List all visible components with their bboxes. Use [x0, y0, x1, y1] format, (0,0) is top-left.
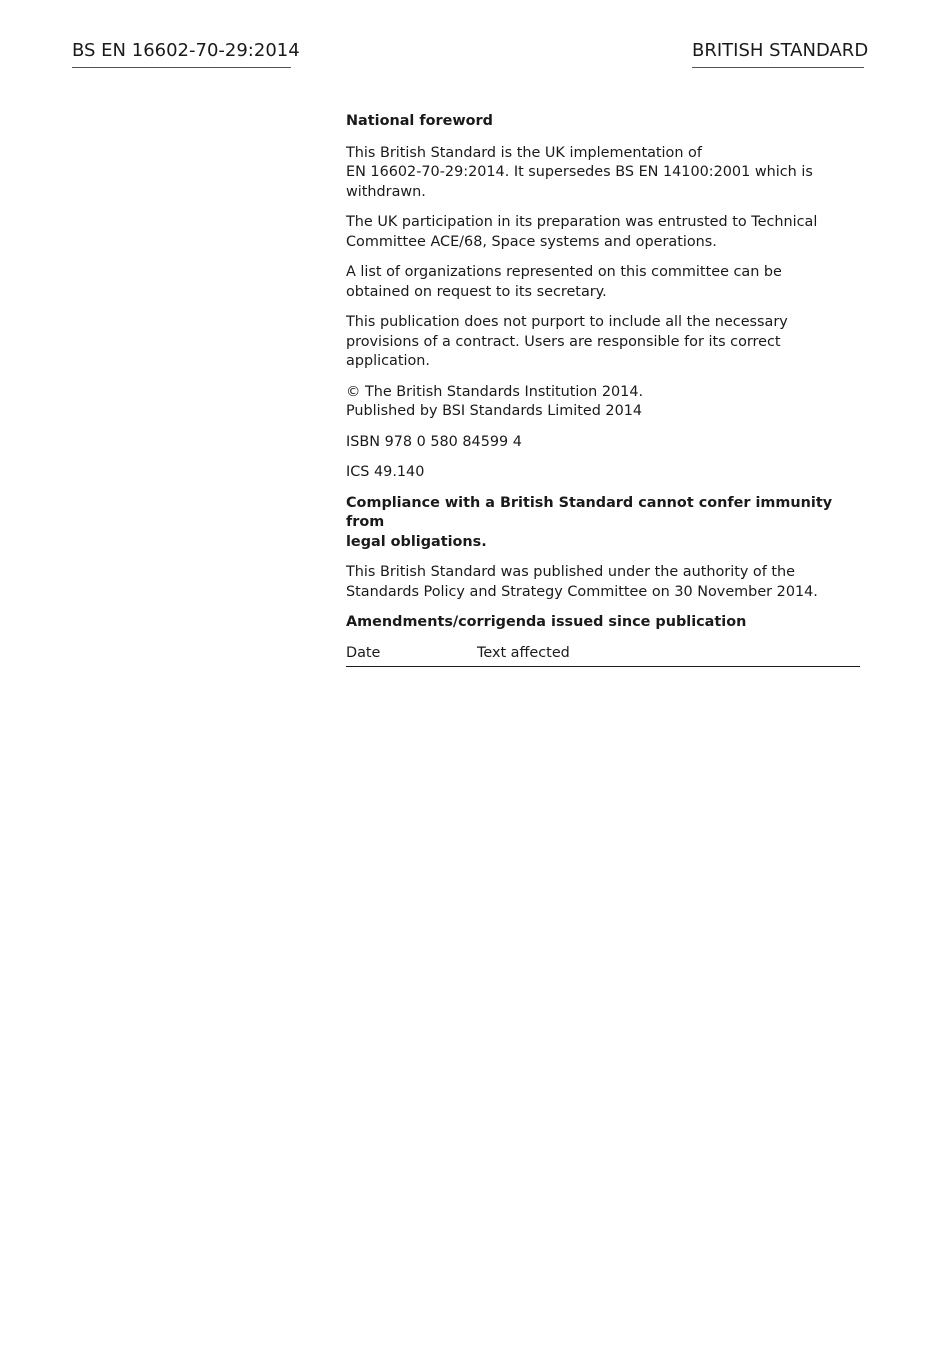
foreword-paragraph-organizations — [346, 263, 860, 302]
text-line: ICS 49.140 — [346, 464, 425, 480]
text-line: Compliance with a British Standard cannot confer immunity from — [346, 494, 833, 530]
text-line: This publication does not purport to include all the necessary — [346, 314, 788, 330]
text-line: EN 16602-70-29:2014. It supersedes BS EN 14100:2001 which is — [346, 164, 813, 180]
text-line: This British Standard was published under the authority of the — [346, 564, 795, 580]
text-line: ISBN 978 0 580 84599 4 — [346, 433, 522, 450]
text-line: Standards Policy and Strategy Committee on 30 November 2014. — [346, 583, 818, 600]
compliance-statement — [346, 494, 860, 553]
foreword-paragraph-contract — [346, 313, 860, 372]
foreword-heading: National foreword — [346, 113, 493, 129]
amendments-column-date: Date — [346, 644, 381, 661]
text-line: withdrawn. — [346, 183, 426, 200]
text-line: provisions of a contract. Users are responsible for its correct — [346, 333, 781, 350]
document-number: BS EN 16602-70-29:2014 — [72, 40, 291, 68]
text-line: Published by BSI Standards Limited 2014 — [346, 403, 643, 419]
text-line: The UK participation in its preparation was entrusted to Technical — [346, 214, 818, 230]
text-line: This British Standard is the UK implementation of — [346, 144, 702, 161]
publication-note — [346, 563, 860, 602]
amendments-table — [346, 644, 860, 668]
foreword-paragraph-implementation — [346, 144, 860, 203]
text-line: application. — [346, 353, 430, 369]
isbn — [346, 433, 860, 453]
text-line: © The British Standards Institution 2014. — [346, 383, 644, 400]
national-foreword-section — [346, 112, 860, 667]
ics-code — [346, 463, 860, 483]
amendments-heading: Amendments/corrigenda issued since publication — [346, 614, 747, 630]
foreword-paragraph-committee — [346, 213, 860, 252]
text-line: Committee ACE/68, Space systems and operations. — [346, 233, 717, 250]
copyright-notice — [346, 383, 860, 422]
text-line: obtained on request to its secretary. — [346, 283, 607, 300]
document-type: BRITISH STANDARD — [692, 40, 864, 68]
amendments-column-text-affected: Text affected — [477, 644, 570, 661]
text-line: legal obligations. — [346, 533, 487, 550]
text-line: A list of organizations represented on this committee can be — [346, 264, 782, 280]
